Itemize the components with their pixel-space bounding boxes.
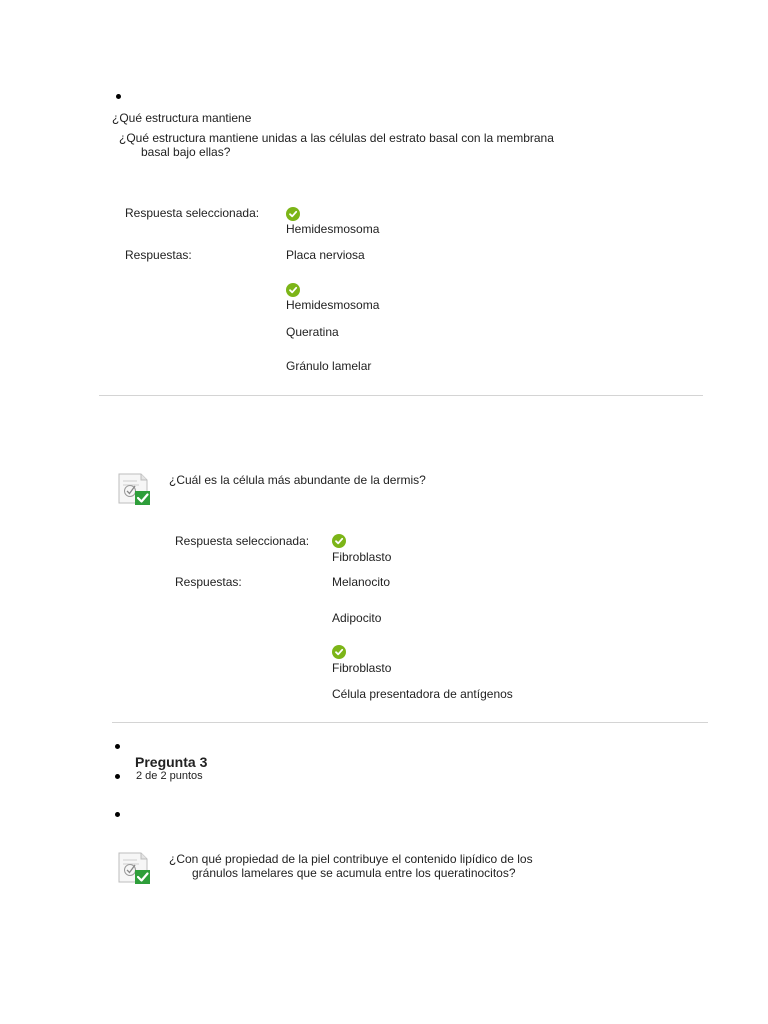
divider (99, 395, 703, 396)
list-bullet (115, 744, 120, 749)
question-3-text-line1: ¿Con qué propiedad de la piel contribuye el contenido lipídico de los (169, 852, 533, 866)
question-graded-icon (117, 851, 151, 885)
question-1-text-line1: ¿Qué estructura mantiene unidas a las células del estrato basal con la membrana (119, 131, 554, 145)
divider (112, 722, 708, 723)
answer-option: Melanocito (332, 575, 391, 589)
check-circle-icon (286, 283, 300, 297)
check-circle-icon (286, 207, 300, 221)
question-graded-icon (117, 472, 151, 506)
question-3-heading: Pregunta 3 (135, 754, 208, 770)
answers-label: Respuestas: (175, 575, 242, 589)
answers-label: Respuestas: (125, 248, 192, 262)
selected-answer-value: Fibroblasto (332, 550, 392, 564)
selected-answer-label: Respuesta seleccionada: (125, 206, 260, 220)
answer-option: Placa nerviosa (286, 248, 365, 262)
question-2-text: ¿Cuál es la célula más abundante de la dermis? (169, 473, 426, 487)
question-1-text-line2: basal bajo ellas? (141, 145, 231, 159)
answer-option: Adipocito (332, 611, 382, 625)
list-bullet (115, 812, 120, 817)
answer-option: Célula presentadora de antígenos (332, 687, 513, 701)
list-bullet (115, 774, 120, 779)
answer-option: Gránulo lamelar (286, 359, 372, 373)
answer-option: Hemidesmosoma (286, 298, 380, 312)
selected-answer-value: Hemidesmosoma (286, 222, 380, 236)
answer-option: Queratina (286, 325, 339, 339)
check-circle-icon (332, 534, 346, 548)
question-1-title: ¿Qué estructura mantiene (112, 111, 252, 125)
question-3-points: 2 de 2 puntos (136, 770, 203, 782)
selected-answer-label: Respuesta seleccionada: (175, 534, 310, 548)
answer-option: Fibroblasto (332, 661, 392, 675)
question-3-text-line2: gránulos lamelares que se acumula entre los queratinocitos? (192, 866, 516, 880)
check-circle-icon (332, 645, 346, 659)
list-bullet (116, 94, 121, 99)
